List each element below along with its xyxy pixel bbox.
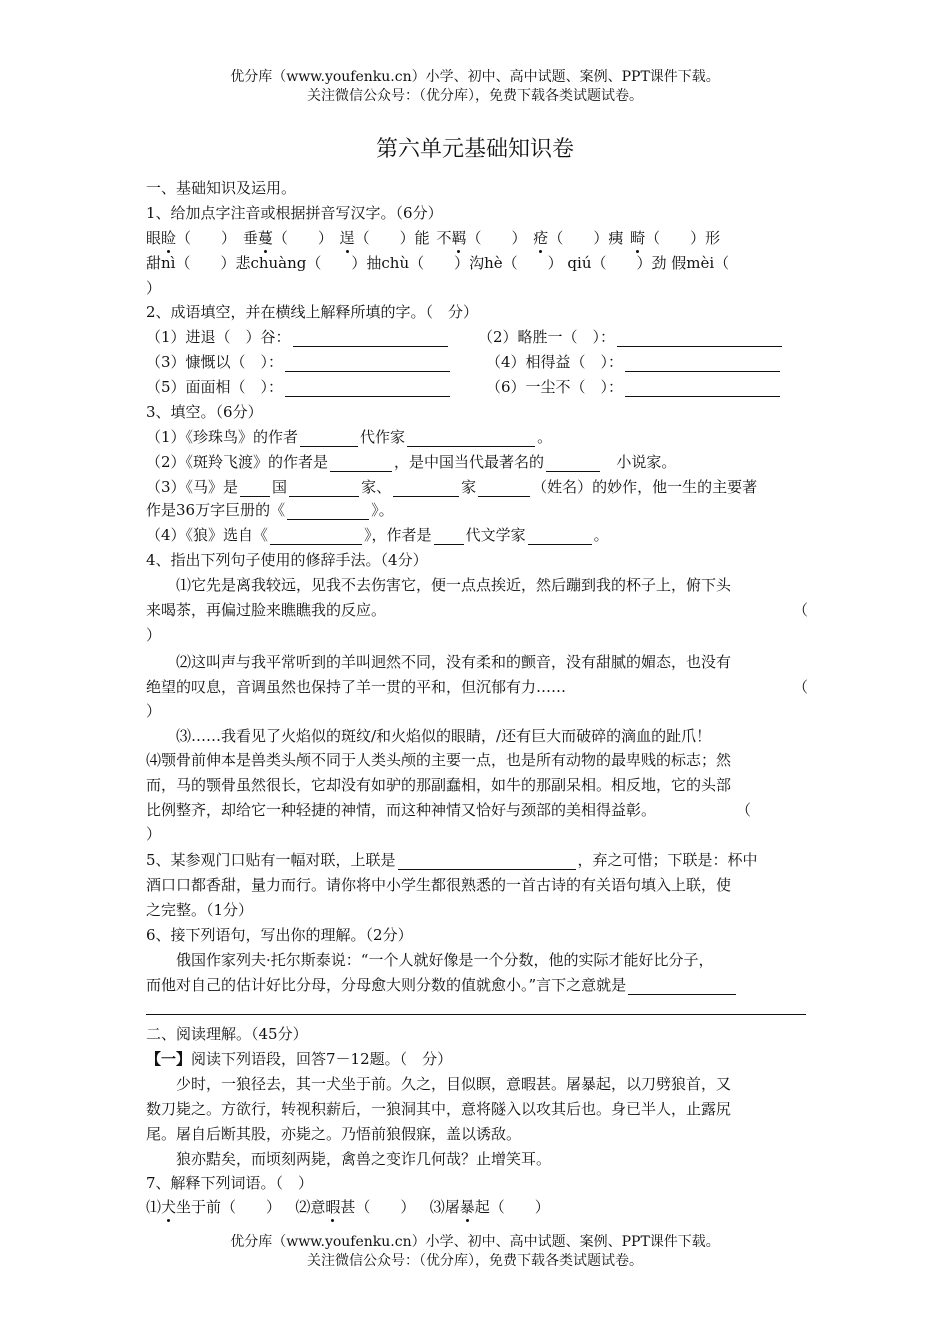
- q2-item: （3）慷慨以（ ）：: [146, 352, 452, 372]
- q4-answer-open: （: [793, 678, 809, 696]
- passage-line: 数刀毙之。方欲行，转视积薪后，一狼洞其中，意将隧入以攻其后也。身已半人，止露尻: [146, 1100, 732, 1118]
- q4-s1: ⑴它先是离我较远，见我不去伤害它，便一点点挨近，然后蹦到我的杯子上，俯下头: [176, 576, 732, 594]
- q3-stem: 3、填空。（6分）: [146, 403, 263, 421]
- q2-item: （5）面面相（ ）：: [146, 377, 452, 397]
- q4-answer-open: （: [736, 801, 752, 819]
- q4-answer-close: ）: [146, 702, 162, 720]
- q4-s2: 绝望的叹息，音调虽然也保持了羊一贯的平和，但沉郁有力……: [146, 678, 567, 696]
- passage-line: 少时，一狼径去，其一犬坐于前。久之，目似瞑，意暇甚。屠暴起，以刀劈狼首，又: [176, 1075, 732, 1093]
- q4-s4: ⑷颚骨前伸本是兽类头颅不同于人类头颅的主要一点，也是所有动物的最卑贱的标志；然: [146, 751, 732, 769]
- q4-s4: 比例整齐，却给它一种轻捷的神情，而这种神情又恰好与颈部的美相得益彰。: [146, 801, 657, 819]
- part1-stem: 【一】阅读下列语段，回答7－12题。（ 分）: [146, 1050, 453, 1068]
- q4-stem: 4、指出下列句子使用的修辞手法。（4分）: [146, 551, 428, 569]
- q2-item: （2）略胜一（ ）：: [478, 327, 784, 347]
- q1-row3: ）: [146, 279, 162, 297]
- site-footer-line1: 优分库（www.youfenku.cn）小学、初中、高中试题、案例、PPT课件下载。: [230, 1234, 720, 1250]
- q5-line2: 酒口口都香甜，量力而行。请你将中小学生都很熟悉的一首古诗的有关语句填入上联，使: [146, 876, 732, 894]
- q5-line3: 之完整。（1分）: [146, 901, 254, 919]
- q1-row2: 甜nì（ ）悲chuàng（ ）抽chù（ ）沟hè（ ） qiú（ ）劲 假mèi（: [146, 254, 730, 272]
- q6-stem: 6、接下列语句，写出你的理解。（2分）: [146, 926, 413, 944]
- site-header-line2: 关注微信公众号：（优分库），免费下载各类试题试卷。: [307, 88, 643, 104]
- q2-item: （1）进退（ ）谷：: [146, 327, 450, 347]
- q7-stem: 7、解释下列词语。（ ）: [146, 1174, 314, 1192]
- q7-items: ⑴犬坐于前（ ） ⑵意暇甚（ ） ⑶屠暴起（ ）: [146, 1198, 550, 1216]
- q1-row1: 眼睑（ ） 垂蔓（ ） 逞（ ）能 不羁（ ） 疮（ ）痍 畸（ ）形: [146, 229, 721, 247]
- q5-line1: 5、某参观门口贴有一幅对联，上联是 ，弃之可惜；下联是：杯中: [146, 851, 758, 869]
- q3-line3: （3）《马》是 国 家、 家 （姓名）的妙作，他一生的主要著: [146, 478, 758, 496]
- q2-item: （4）相得益（ ）：: [486, 352, 782, 372]
- q2-item: （6）一尘不（ ）：: [486, 377, 782, 397]
- passage-line: 尾。屠自后断其股，亦毙之。乃悟前狼假寐，盖以诱敌。: [146, 1125, 522, 1143]
- passage-line: 狼亦黠矣，而顷刻两毙，禽兽之变诈几何哉？止增笑耳。: [176, 1150, 552, 1168]
- q6-quote: 而他对自己的估计好比分母，分母愈大则分数的值就愈小。”言下之意就是: [146, 975, 738, 995]
- section2-heading: 二、阅读理解。（45分）: [146, 1025, 308, 1043]
- q3-line4: 作是36万字巨册的《 》。: [146, 501, 394, 519]
- site-footer-line2: 关注微信公众号：（优分库），免费下载各类试题试卷。: [307, 1253, 643, 1269]
- q3-line1: （1）《珍珠鸟》的作者 代作家 。: [146, 428, 553, 446]
- q1-stem: 1、给加点字注音或根据拼音写汉字。（6分）: [146, 204, 443, 222]
- q6-quote: 俄国作家列夫·托尔斯泰说：“一个人就好像是一个分数，他的实际才能好比分子，: [176, 951, 714, 969]
- q4-answer-close: ）: [146, 825, 162, 843]
- q3-line5: （4）《狼》选自《 》，作者是 代文学家 。: [146, 526, 609, 544]
- site-header-line1: 优分库（www.youfenku.cn）小学、初中、高中试题、案例、PPT课件下载。: [230, 69, 720, 85]
- q4-answer-close: ）: [146, 626, 162, 644]
- q4-s3: ⑶……我看见了火焰似的斑纹/和火焰似的眼睛，/还有巨大而破碎的滴血的趾爪！: [176, 727, 712, 745]
- q4-s4: 而，马的颚骨虽然很长，它却没有如驴的那副蠢相，如牛的那副呆相。相反地，它的头部: [146, 776, 732, 794]
- page-title: 第六单元基础知识卷: [375, 137, 574, 162]
- q4-s2: ⑵这叫声与我平常听到的羊叫迥然不同，没有柔和的颤音，没有甜腻的媚态，也没有: [176, 653, 732, 671]
- q3-line2: （2）《斑羚飞渡》的作者是 ，是中国当代最著名的 小说家。: [146, 453, 677, 471]
- section1-heading: 一、基础知识及运用。: [146, 179, 297, 197]
- answer-line: [146, 1014, 806, 1015]
- q4-s1: 来喝茶，再偏过脸来瞧瞧我的反应。: [146, 601, 387, 619]
- q2-stem: 2、成语填空，并在横线上解释所填的字。（ 分）: [146, 303, 479, 321]
- q4-answer-open: （: [793, 601, 809, 619]
